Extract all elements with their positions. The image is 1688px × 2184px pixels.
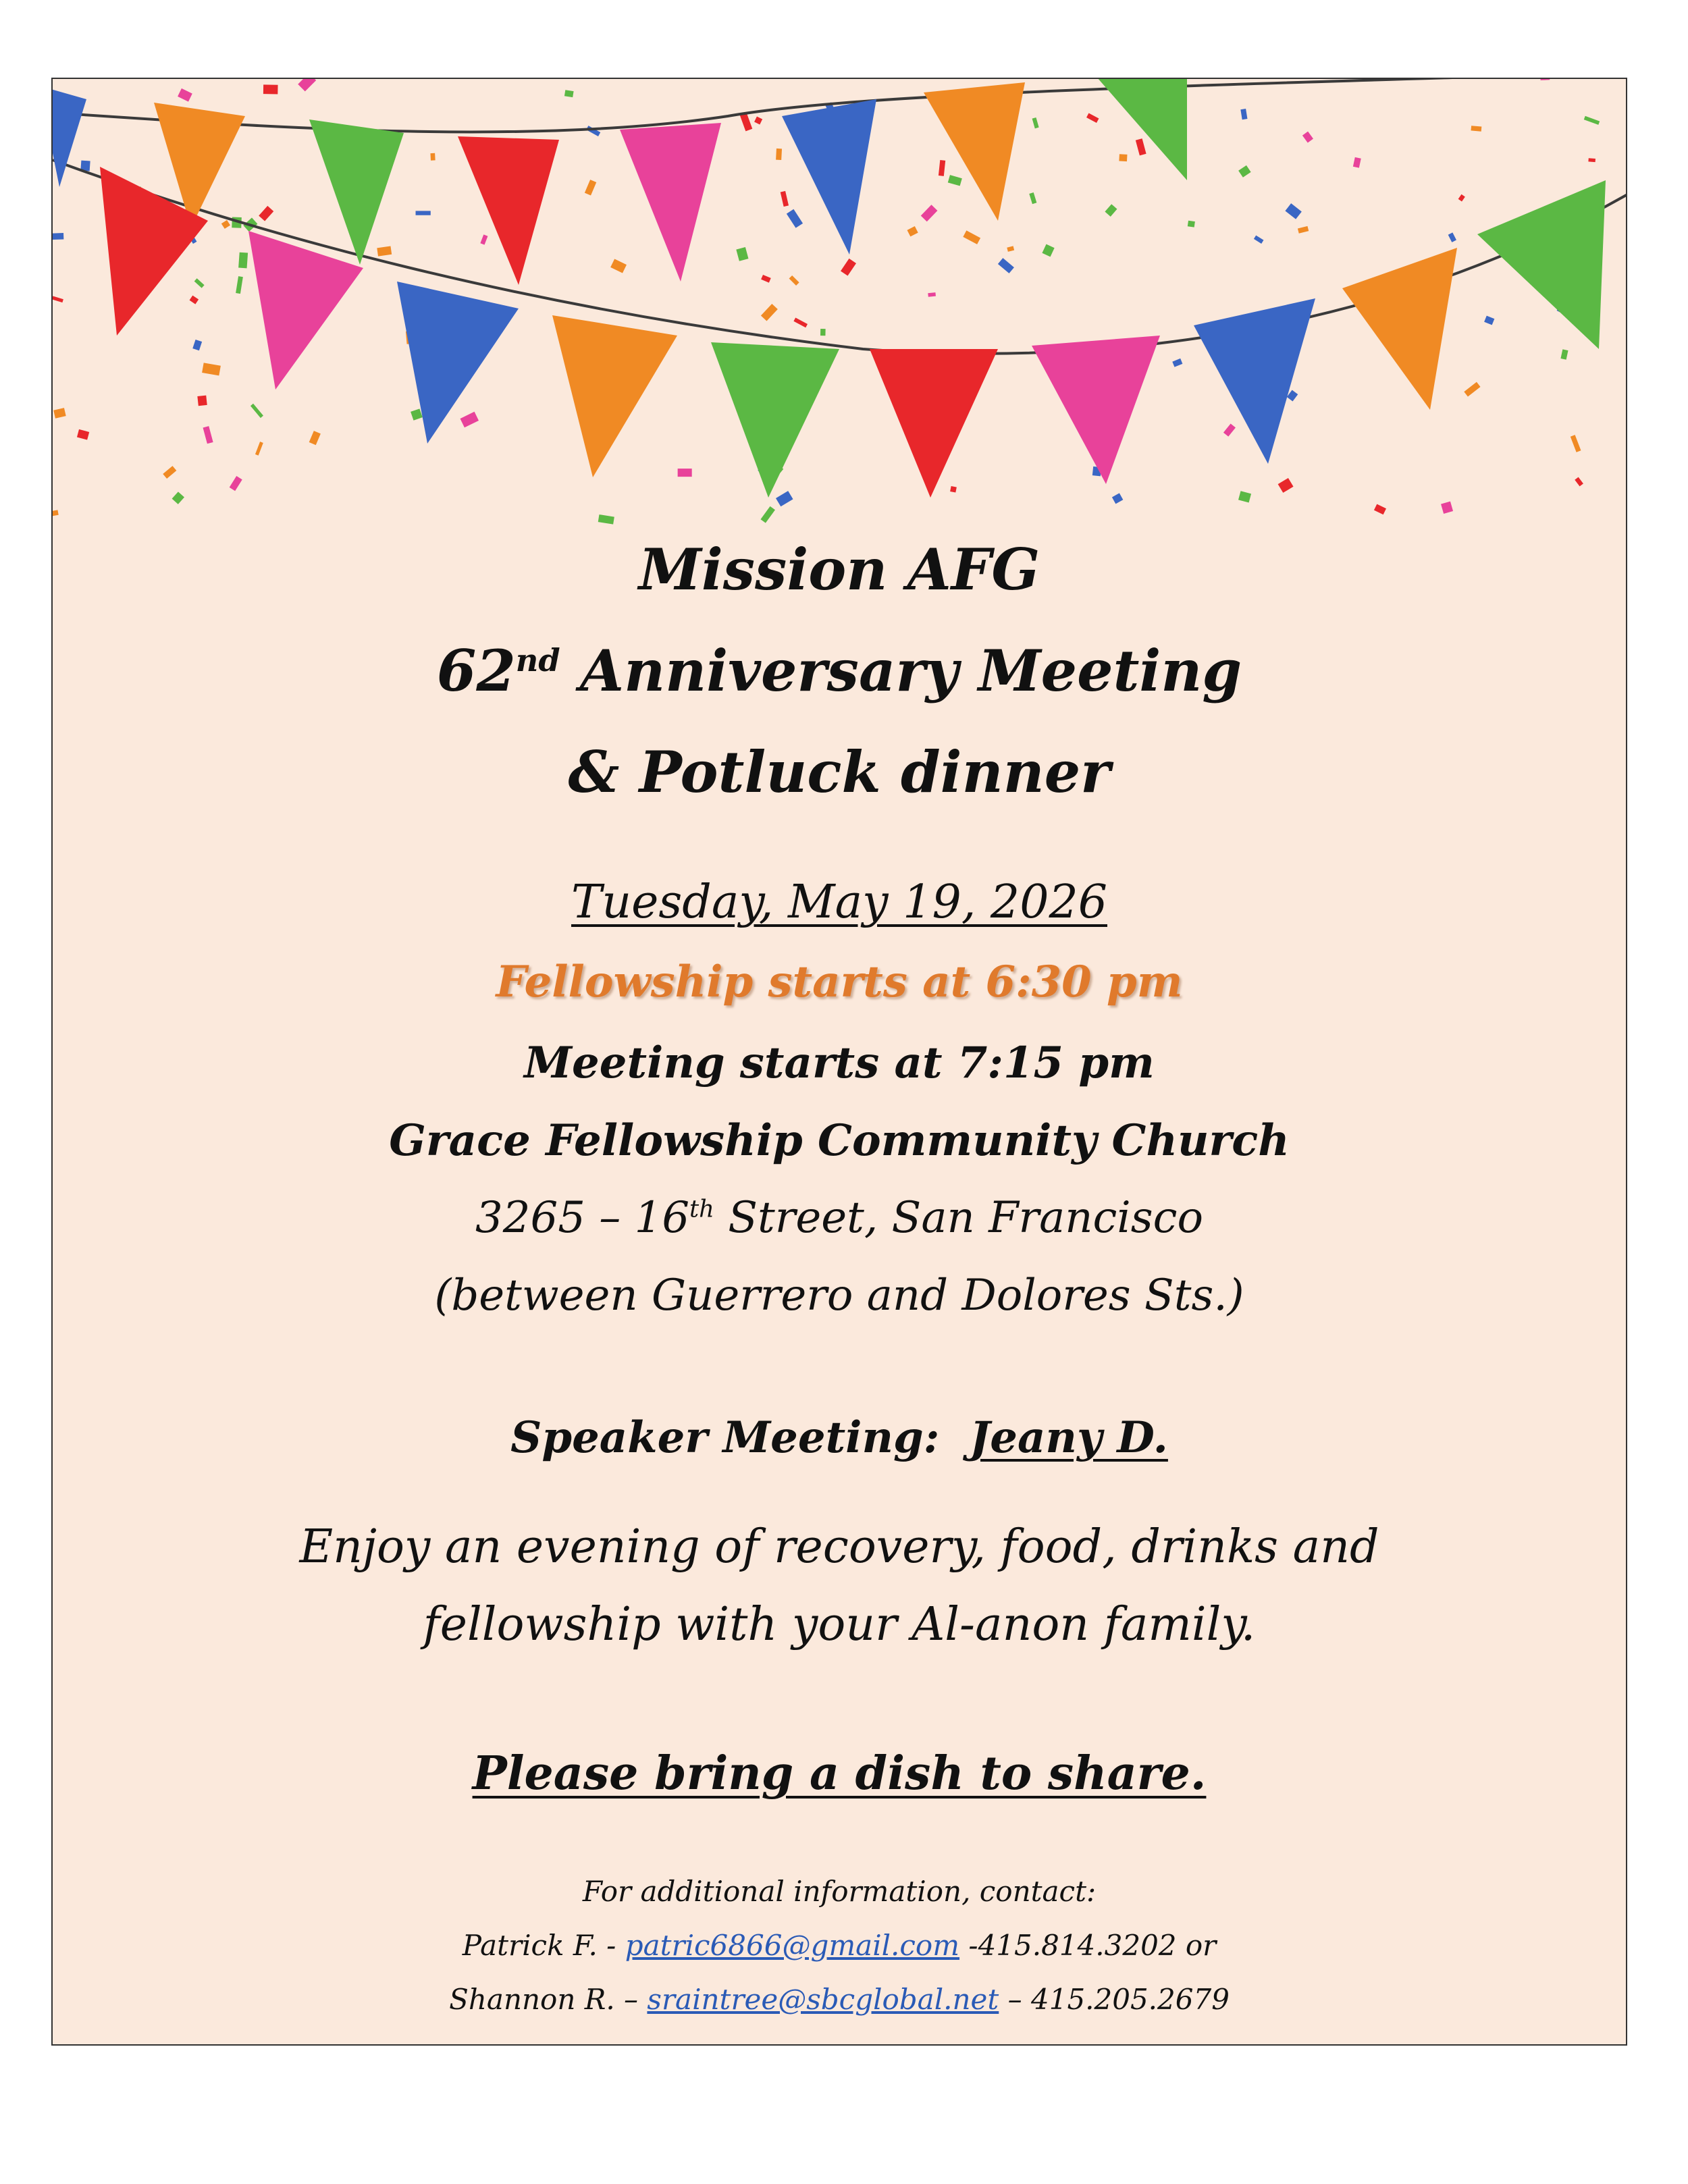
confetti-piece	[416, 211, 431, 215]
confetti-piece	[963, 230, 980, 244]
pennant-flag	[309, 119, 404, 265]
confetti-piece	[309, 431, 321, 445]
confetti-piece	[1571, 435, 1581, 452]
confetti-piece	[1119, 154, 1127, 161]
confetti-piece	[192, 340, 202, 350]
confetti-piece	[1136, 138, 1146, 155]
confetti-piece	[1575, 477, 1583, 487]
pennant-flag	[782, 99, 876, 255]
confetti-piece	[1007, 246, 1014, 252]
confetti-piece	[77, 429, 89, 440]
email-link-patrick[interactable]: patric6866@gmail.com	[625, 1929, 960, 1962]
venue-name: Grace Fellowship Community Church	[389, 1115, 1290, 1166]
confetti-piece	[610, 259, 627, 273]
confetti-piece	[740, 113, 753, 132]
confetti-piece	[1238, 165, 1251, 178]
pennant-flag	[248, 231, 363, 390]
confetti-piece	[460, 412, 479, 427]
confetti-piece	[203, 426, 213, 444]
confetti-piece	[678, 469, 692, 477]
confetti-piece	[53, 510, 59, 517]
speaker-line: Speaker Meeting: Jeany D.	[510, 1412, 1168, 1463]
pennant-flag	[924, 82, 1025, 221]
confetti-piece	[598, 514, 614, 525]
confetti-piece	[1464, 382, 1480, 397]
pennant-flag	[1092, 79, 1187, 180]
confetti-piece	[480, 234, 487, 244]
dish-request: Please bring a dish to share.	[472, 1747, 1207, 1801]
confetti-piece	[1441, 502, 1453, 514]
confetti-piece	[1588, 158, 1595, 162]
confetti-piece	[585, 180, 596, 195]
confetti-piece	[921, 205, 938, 221]
confetti-piece	[190, 296, 199, 304]
confetti-piece	[754, 117, 762, 125]
invitation-line-1: Enjoy an evening of recovery, food, drinks and	[299, 1520, 1379, 1574]
confetti-piece	[430, 153, 435, 161]
confetti-piece	[1484, 316, 1494, 325]
confetti-piece	[202, 363, 221, 375]
confetti-piece	[998, 258, 1014, 273]
pennant-flag	[870, 349, 998, 498]
confetti-piece	[194, 278, 205, 288]
confetti-piece	[178, 88, 192, 102]
confetti-piece	[1302, 132, 1313, 143]
confetti-piece	[1285, 203, 1301, 219]
confetti-piece	[950, 486, 957, 493]
confetti-piece	[1254, 236, 1264, 244]
confetti-piece	[781, 191, 789, 207]
confetti-piece	[1353, 157, 1361, 168]
confetti-piece	[760, 506, 774, 523]
pennant-flag	[620, 123, 721, 282]
confetti-piece	[789, 275, 799, 286]
confetti-piece	[776, 491, 793, 506]
confetti-piece	[1112, 493, 1123, 504]
pennant-flag	[1194, 298, 1315, 464]
email-link-shannon[interactable]: sraintree@sbcglobal.net	[647, 1983, 999, 2016]
contact-intro: For additional information, contact:	[582, 1875, 1097, 1908]
pennant-flag	[1342, 248, 1457, 410]
title-line-2: 62nd Anniversary Meeting	[436, 637, 1242, 704]
title-line-3: & Potluck dinner	[568, 739, 1111, 805]
confetti-piece	[1029, 192, 1036, 204]
confetti-piece	[787, 209, 803, 228]
pennant-flag	[711, 342, 839, 498]
confetti-piece	[377, 246, 392, 256]
confetti-piece	[259, 206, 273, 221]
confetti-piece	[1223, 423, 1236, 436]
confetti-piece	[1188, 221, 1195, 228]
confetti-piece	[53, 233, 63, 240]
event-date: Tuesday, May 19, 2026	[571, 876, 1107, 929]
flyer	[51, 78, 1627, 2046]
confetti-piece	[586, 126, 600, 136]
confetti-piece	[1105, 204, 1117, 216]
invitation-line-2: fellowship with your Al-anon family.	[423, 1598, 1256, 1651]
contact-patrick: Patrick F. - patric6866@gmail.com -415.814.3202 or	[462, 1929, 1217, 1962]
confetti-piece	[172, 491, 184, 504]
confetti-piece	[820, 329, 826, 336]
title-line-1: Mission AFG	[638, 536, 1040, 603]
confetti-piece	[197, 396, 207, 406]
confetti-piece	[1560, 349, 1568, 359]
confetti-piece	[298, 79, 316, 91]
confetti-piece	[221, 220, 230, 229]
pennant-flag	[53, 86, 86, 187]
confetti-piece	[1042, 244, 1054, 257]
confetti-piece	[1298, 226, 1309, 234]
pennant-flag	[552, 315, 677, 477]
venue-address: 3265 – 16th Street, San Francisco	[475, 1193, 1203, 1243]
contact-shannon: Shannon R. – sraintree@sbcglobal.net – 415.205.2679	[449, 1983, 1230, 2016]
confetti-piece	[1540, 79, 1550, 80]
confetti-piece	[238, 252, 248, 269]
confetti-piece	[761, 275, 771, 283]
confetti-piece	[411, 408, 423, 420]
confetti-piece	[255, 442, 263, 456]
cross-streets: (between Guerrero and Dolores Sts.)	[434, 1271, 1244, 1321]
confetti-piece	[907, 226, 918, 236]
confetti-piece	[939, 160, 945, 176]
confetti-piece	[736, 247, 748, 261]
confetti-piece	[53, 296, 63, 303]
confetti-piece	[928, 292, 936, 297]
pennant-flag	[458, 136, 559, 285]
confetti-piece	[564, 90, 574, 97]
bunting-decoration	[53, 79, 1627, 565]
confetti-piece	[1032, 117, 1039, 128]
confetti-piece	[230, 476, 242, 491]
confetti-piece	[948, 175, 962, 186]
confetti-piece	[1240, 109, 1247, 119]
confetti-piece	[1172, 358, 1182, 367]
confetti-piece	[250, 404, 263, 418]
confetti-piece	[1238, 491, 1251, 502]
confetti-piece	[1278, 478, 1294, 493]
confetti-piece	[236, 276, 243, 294]
confetti-piece	[793, 317, 808, 327]
confetti-piece	[1086, 113, 1099, 123]
speaker-name: Jeany D.	[969, 1412, 1168, 1463]
confetti-piece	[1448, 232, 1456, 242]
confetti-piece	[1584, 116, 1600, 125]
pennant-flag	[1477, 180, 1606, 349]
confetti-piece	[776, 149, 782, 160]
confetti-piece	[841, 259, 856, 276]
confetti-piece	[1374, 504, 1386, 515]
pennant-flag	[1032, 336, 1160, 484]
confetti-piece	[53, 408, 65, 419]
confetti-piece	[163, 466, 176, 479]
meeting-time: Meeting starts at 7:15 pm	[524, 1038, 1155, 1088]
confetti-piece	[263, 84, 278, 94]
confetti-piece	[1471, 126, 1481, 132]
confetti-piece	[1458, 194, 1465, 202]
confetti-piece	[761, 304, 778, 321]
fellowship-time: Fellowship starts at 6:30 pm	[496, 957, 1183, 1007]
